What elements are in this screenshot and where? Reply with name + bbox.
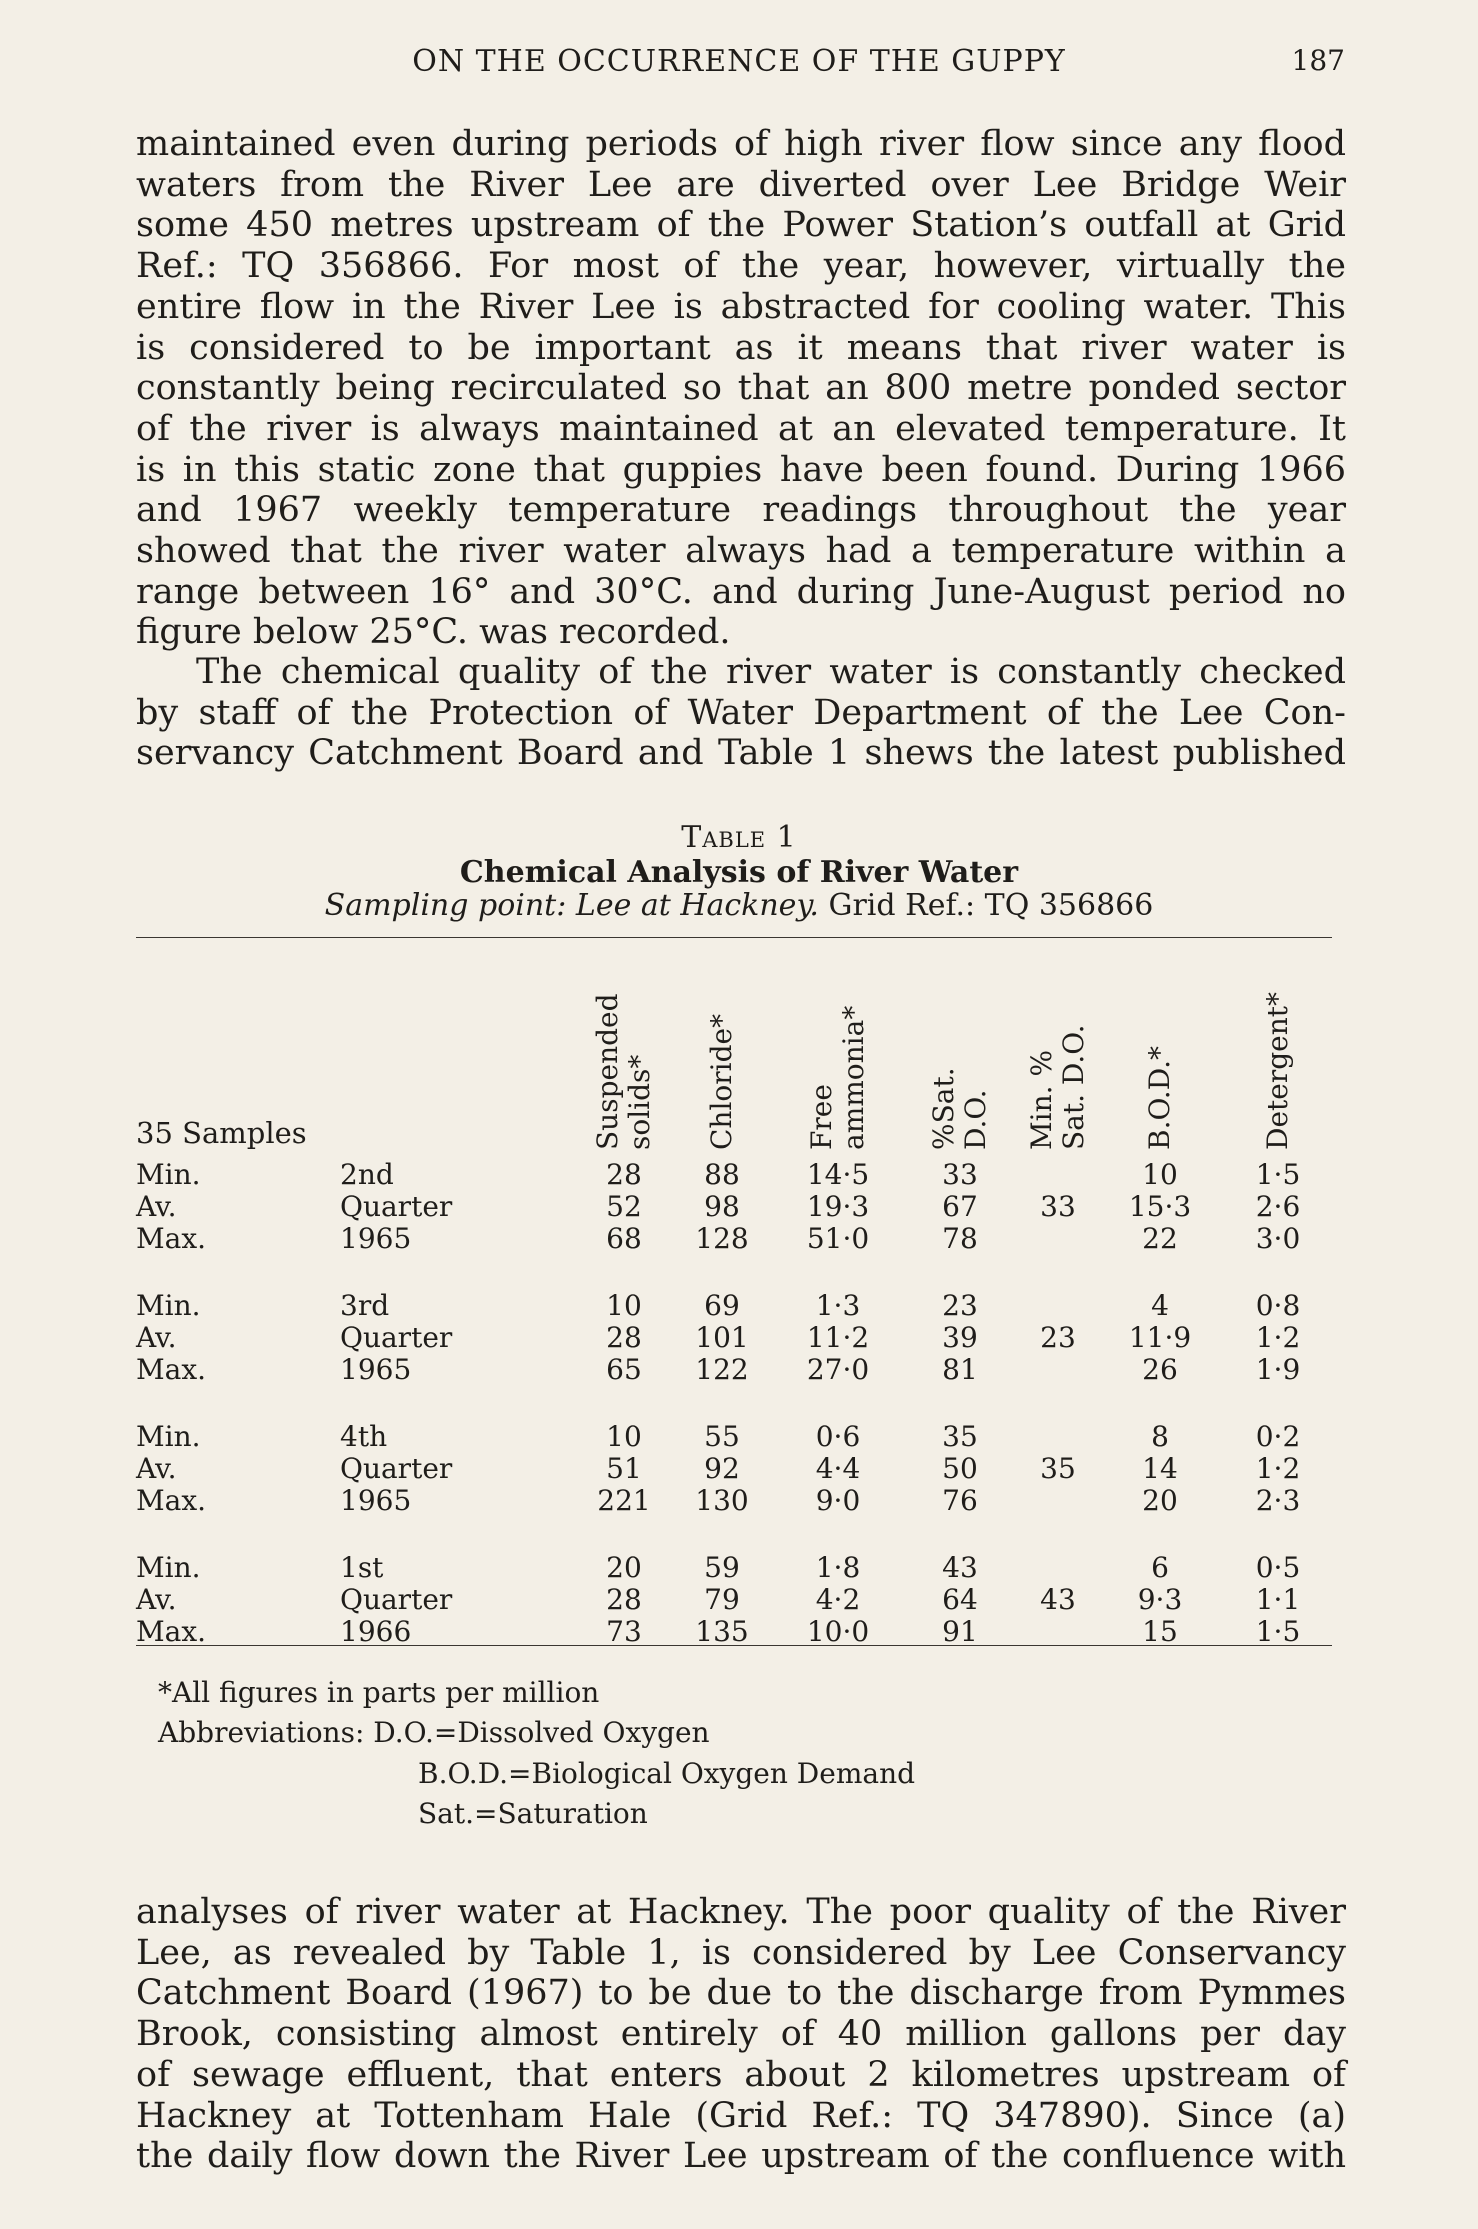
table-cell: 11·9 <box>1128 1321 1192 1354</box>
grid-ref: Grid Ref.: TQ 356866 <box>828 888 1154 923</box>
running-head <box>0 44 1478 84</box>
column-header <box>706 1014 738 1150</box>
table-cell: 23 <box>1040 1321 1076 1354</box>
column-header-line: solids* <box>623 1054 656 1150</box>
table-cell: 8 <box>1151 1420 1169 1453</box>
table-cell: 76 <box>942 1484 978 1517</box>
line: of sewage effluent, that enters about 2 kilometres upstream of <box>136 2054 1346 2095</box>
table-cell: 43 <box>1040 1583 1076 1616</box>
line: The chemical quality of the river water is constantly checked <box>196 652 1346 692</box>
samples-label: 35 Samples <box>136 1116 307 1150</box>
table-cell: 1·1 <box>1255 1583 1301 1616</box>
table-cell: 15 <box>1142 1615 1178 1648</box>
column-header-line: %Sat. <box>927 1067 960 1150</box>
table-cell: 68 <box>606 1222 642 1255</box>
table-cell: 55 <box>704 1420 740 1453</box>
table-cell: 26 <box>1142 1353 1178 1386</box>
table-cell: 2·6 <box>1255 1190 1301 1223</box>
column-header <box>806 1006 870 1150</box>
row-period-label: 1966 <box>340 1615 412 1648</box>
table-cell: 28 <box>606 1583 642 1616</box>
table-cell: 35 <box>942 1420 978 1453</box>
table-cell: 10 <box>1142 1158 1178 1191</box>
table-cell: 23 <box>942 1289 978 1322</box>
table-cell: 15·3 <box>1128 1190 1192 1223</box>
table-cell: 11·2 <box>806 1321 870 1354</box>
row-stat-label: Min. <box>136 1158 201 1191</box>
table-cell: 1·2 <box>1255 1321 1301 1354</box>
running-title: ON THE OCCURRENCE OF THE GUPPY <box>412 44 1066 79</box>
page-number: 187 <box>1291 44 1345 77</box>
column-header-line: Chloride* <box>705 1013 738 1150</box>
table-title: Chemical Analysis of River Water <box>459 855 1019 890</box>
column-header-line: Min. % <box>1025 1049 1058 1150</box>
line: analyses of river water at Hackney. The poor quality of the River <box>136 1892 1346 1932</box>
table-cell: 73 <box>606 1615 642 1648</box>
table-cell: 1·8 <box>815 1551 861 1584</box>
table-cell: 10·0 <box>806 1615 870 1648</box>
row-stat-label: Max. <box>136 1222 207 1255</box>
table-cell: 88 <box>704 1158 740 1191</box>
line: maintained even during periods of high river flow since any flood <box>136 124 1346 164</box>
table-cell: 10 <box>606 1289 642 1322</box>
paragraph-1 <box>136 124 1346 653</box>
table-cell: 92 <box>704 1452 740 1485</box>
column-header-line: Sat. D.O. <box>1057 1024 1090 1150</box>
line: Brook, consisting almost entirely of 40 million gallons per day <box>136 2014 1346 2055</box>
row-stat-label: Max. <box>136 1484 207 1517</box>
line: servancy Catchment Board and Table 1 shews the latest published <box>136 733 1346 774</box>
table-cell: 1·5 <box>1255 1615 1301 1648</box>
line: entire flow in the River Lee is abstracted for cooling water. This <box>136 286 1346 327</box>
line: figure below 25°C. was recorded. <box>136 612 731 653</box>
line: range between 16° and 30°C. and during June-August period no <box>136 571 1346 612</box>
table-cell: 9·0 <box>815 1484 861 1517</box>
row-period-label: 1965 <box>340 1353 412 1386</box>
line: is in this static zone that guppies have been found. During 1966 <box>136 449 1346 490</box>
table-cell: 130 <box>695 1484 749 1517</box>
table-cell: 4·4 <box>815 1452 861 1485</box>
column-header-line: D.O. <box>959 1089 992 1150</box>
table-cell: 221 <box>597 1484 651 1517</box>
table-cell: 33 <box>942 1158 978 1191</box>
column-header <box>1026 1025 1090 1151</box>
table-cell: 52 <box>606 1190 642 1223</box>
paragraph-2 <box>136 652 1346 774</box>
column-header-line: Detergent* <box>1261 991 1294 1150</box>
row-stat-label: Av. <box>136 1583 177 1616</box>
table-cell: 14·5 <box>806 1158 870 1191</box>
column-header <box>1144 1046 1176 1150</box>
line: waters from the River Lee are diverted over Lee Bridge Weir <box>136 164 1346 205</box>
abbreviation-do: Abbreviations: D.O.=Dissolved Oxygen <box>158 1716 710 1749</box>
table-cell: 33 <box>1040 1190 1076 1223</box>
row-period-label: Quarter <box>340 1321 453 1354</box>
table-sampling-point <box>0 888 1478 923</box>
table-bottom-rule <box>136 1645 1332 1646</box>
table-cell: 122 <box>695 1353 749 1386</box>
table-label: Table 1 <box>681 820 797 855</box>
table-cell: 135 <box>695 1615 749 1648</box>
table-cell: 20 <box>606 1551 642 1584</box>
table-cell: 65 <box>606 1353 642 1386</box>
line: Lee, as revealed by Table 1, is considered by Lee Conservancy <box>136 1932 1346 1973</box>
paragraph-3 <box>136 1892 1346 2177</box>
sampling-place: Lee at Hackney. <box>575 888 819 923</box>
line: Hackney at Tottenham Hale (Grid Ref.: TQ 347890). Since (a) <box>136 2095 1346 2136</box>
column-header <box>592 993 656 1150</box>
abbreviation-sat: Sat.=Saturation <box>418 1797 648 1830</box>
row-stat-label: Max. <box>136 1353 207 1386</box>
line: is considered to be important as it means that river water is <box>136 327 1346 368</box>
table-cell: 128 <box>695 1222 749 1255</box>
table-cell: 64 <box>942 1583 978 1616</box>
table-cell: 91 <box>942 1615 978 1648</box>
row-period-label: Quarter <box>340 1452 453 1485</box>
row-period-label: 1965 <box>340 1222 412 1255</box>
table-cell: 81 <box>942 1353 978 1386</box>
table-footnote: *All figures in parts per million <box>158 1676 600 1709</box>
row-period-label: 4th <box>340 1420 388 1453</box>
line: and 1967 weekly temperature readings throughout the year <box>136 490 1346 531</box>
table-cell: 98 <box>704 1190 740 1223</box>
table-cell: 9·3 <box>1137 1583 1183 1616</box>
table-cell: 28 <box>606 1321 642 1354</box>
column-header <box>1262 992 1294 1150</box>
column-header-line: Suspended <box>591 993 624 1150</box>
row-stat-label: Max. <box>136 1615 207 1648</box>
row-stat-label: Av. <box>136 1452 177 1485</box>
row-period-label: 1st <box>340 1551 384 1584</box>
sampling-label: Sampling point: <box>324 888 567 923</box>
table-cell: 0·6 <box>815 1420 861 1453</box>
line: by staff of the Protection of Water Department of the Lee Con- <box>136 692 1346 733</box>
row-stat-label: Av. <box>136 1190 177 1223</box>
row-period-label: 3rd <box>340 1289 390 1322</box>
table-cell: 20 <box>1142 1484 1178 1517</box>
table-cell: 59 <box>704 1551 740 1584</box>
line: the daily flow down the River Lee upstream of the confluence with <box>136 2136 1346 2177</box>
table-cell: 51·0 <box>806 1222 870 1255</box>
table-cell: 1·3 <box>815 1289 861 1322</box>
table-cell: 27·0 <box>806 1353 870 1386</box>
row-period-label: 1965 <box>340 1484 412 1517</box>
row-stat-label: Min. <box>136 1551 201 1584</box>
line: some 450 metres upstream of the Power Station’s outfall at Grid <box>136 205 1346 246</box>
table-cell: 19·3 <box>806 1190 870 1223</box>
column-header-line: ammonia* <box>837 1005 870 1150</box>
table-cell: 39 <box>942 1321 978 1354</box>
table-cell: 3·0 <box>1255 1222 1301 1255</box>
table-cell: 78 <box>942 1222 978 1255</box>
table-cell: 14 <box>1142 1452 1178 1485</box>
table-cell: 0·2 <box>1255 1420 1301 1453</box>
row-stat-label: Min. <box>136 1289 201 1322</box>
table-top-rule <box>136 937 1332 938</box>
table-cell: 28 <box>606 1158 642 1191</box>
table-cell: 4 <box>1151 1289 1169 1322</box>
table-cell: 1·9 <box>1255 1353 1301 1386</box>
table-cell: 22 <box>1142 1222 1178 1255</box>
line: showed that the river water always had a temperature within a <box>136 531 1346 572</box>
line: Ref.: TQ 356866. For most of the year, however, virtually the <box>136 246 1346 287</box>
row-period-label: Quarter <box>340 1583 453 1616</box>
line: of the river is always maintained at an elevated temperature. It <box>136 408 1346 449</box>
table-cell: 51 <box>606 1452 642 1485</box>
table-cell: 4·2 <box>815 1583 861 1616</box>
line: constantly being recirculated so that an 800 metre ponded sector <box>136 368 1346 409</box>
abbreviation-bod: B.O.D.=Biological Oxygen Demand <box>418 1757 916 1790</box>
table-cell: 1·5 <box>1255 1158 1301 1191</box>
line: Catchment Board (1967) to be due to the discharge from Pymmes <box>136 1973 1346 2014</box>
table-cell: 2·3 <box>1255 1484 1301 1517</box>
column-header-line: B.O.D.* <box>1143 1045 1176 1150</box>
table-cell: 50 <box>942 1452 978 1485</box>
row-period-label: Quarter <box>340 1190 453 1223</box>
table-cell: 79 <box>704 1583 740 1616</box>
table-cell: 43 <box>942 1551 978 1584</box>
column-header-line: Free <box>805 1084 838 1150</box>
table-cell: 1·2 <box>1255 1452 1301 1485</box>
table-cell: 10 <box>606 1420 642 1453</box>
table-cell: 67 <box>942 1190 978 1223</box>
table-cell: 6 <box>1151 1551 1169 1584</box>
row-stat-label: Av. <box>136 1321 177 1354</box>
row-period-label: 2nd <box>340 1158 394 1191</box>
table-cell: 35 <box>1040 1452 1076 1485</box>
table-cell: 69 <box>704 1289 740 1322</box>
table-cell: 0·5 <box>1255 1551 1301 1584</box>
table-cell: 0·8 <box>1255 1289 1301 1322</box>
column-header <box>928 1067 992 1150</box>
table-cell: 101 <box>695 1321 749 1354</box>
row-stat-label: Min. <box>136 1420 201 1453</box>
